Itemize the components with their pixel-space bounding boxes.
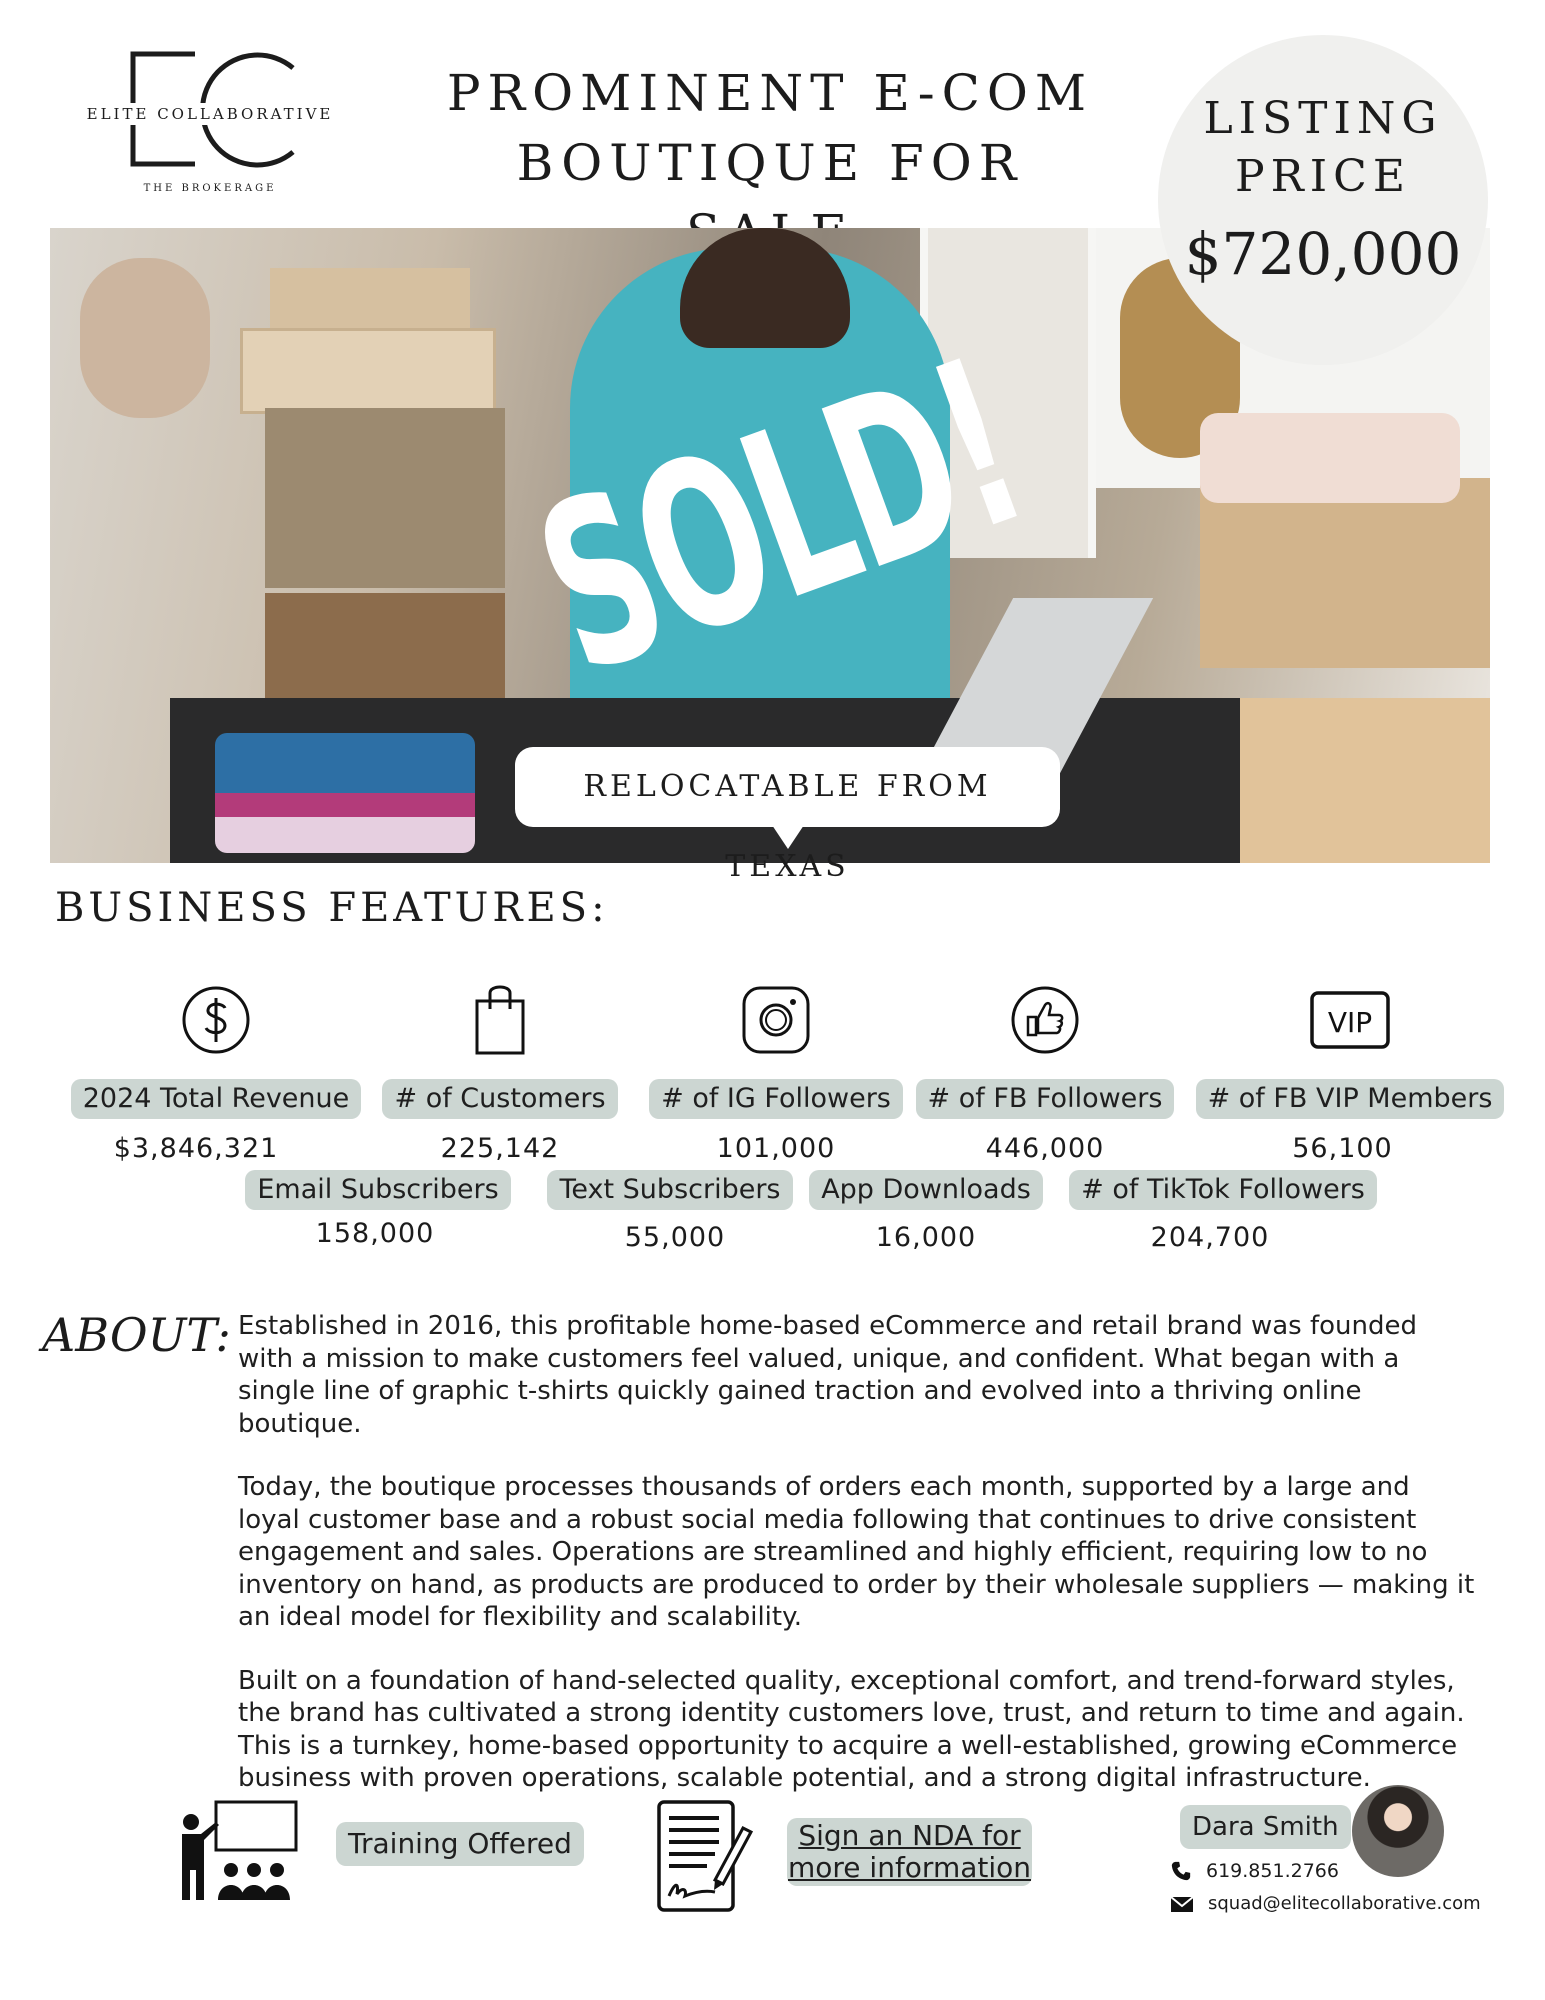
price-label-line-2: PRICE [1235, 151, 1411, 202]
about-label: ABOUT: [42, 1308, 231, 1362]
brand-name: ELITE COLLABORATIVE [86, 105, 334, 123]
business-features-title: BUSINESS FEATURES: [55, 885, 609, 931]
about-paragraph: Today, the boutique processes thousands of orders each month, supported by a large and loyal customer base and a robust social media following that continues to drive consistent engagement and sales. Operations are streamlined and highly efficient, requiring low to no inventory on hand, as products are produced to order by their wholesale suppliers — making it an ideal model for flexibility and scalability. [238, 1472, 1475, 1632]
contact-phone-text: 619.851.2766 [1206, 1860, 1339, 1882]
contact-email[interactable] [1170, 1893, 1481, 1914]
feature-label: 2024 Total Revenue [71, 1079, 362, 1119]
feature-label: Email Subscribers [245, 1170, 510, 1210]
contact-phone[interactable] [1170, 1860, 1339, 1882]
price-label-line-1: LISTING [1203, 93, 1443, 144]
listing-price-badge [1158, 35, 1488, 365]
feature-label: Text Subscribers [547, 1170, 792, 1210]
listing-price-value: $720,000 [1184, 220, 1462, 288]
shopping-bag-icon [463, 983, 537, 1057]
sold-stamp-text: SOLD! [509, 310, 1052, 726]
agent-avatar [1352, 1785, 1444, 1877]
callout-pointer [772, 825, 804, 849]
vip-icon [1308, 983, 1392, 1057]
feature-ig-followers [626, 983, 926, 1164]
feature-email-subscribers [228, 1170, 528, 1249]
feature-value: $3,846,321 [113, 1133, 279, 1164]
feature-value: 16,000 [875, 1222, 977, 1253]
contact-email-text: squad@elitecollaborative.com [1208, 1893, 1481, 1914]
title-line-2: BOUTIQUE FOR [516, 134, 1024, 192]
about-description [238, 1310, 1478, 1826]
contact-name-label: Dara Smith [1180, 1805, 1351, 1849]
brand-tagline: THE BROKERAGE [143, 183, 277, 194]
feature-value: 204,700 [1150, 1222, 1270, 1253]
training-offered-label: Training Offered [336, 1822, 584, 1866]
feature-revenue [66, 983, 366, 1164]
hero-shipping-box [1200, 478, 1490, 668]
feature-fb-vip [1185, 983, 1515, 1164]
hero-folded-sweaters [1200, 413, 1460, 503]
feature-tiktok-followers [1063, 1170, 1383, 1253]
phone-icon [1170, 1860, 1192, 1882]
feature-customers [350, 983, 650, 1164]
feature-fb-followers [895, 983, 1195, 1164]
feature-label: App Downloads [809, 1170, 1043, 1210]
feature-value: 101,000 [716, 1133, 836, 1164]
feature-value: 225,142 [440, 1133, 560, 1164]
training-presentation-icon [176, 1800, 301, 1905]
hero-dried-flowers [80, 258, 210, 418]
feature-text-subscribers [520, 1170, 820, 1253]
hero-folded-shirts [215, 733, 475, 853]
training-offered [336, 1822, 584, 1866]
feature-label: # of FB Followers [916, 1079, 1175, 1119]
contact-name [1180, 1805, 1351, 1849]
title-line-1: PROMINENT E-COM [446, 64, 1094, 122]
thumbs-up-icon [1008, 983, 1082, 1057]
brand-logo [85, 50, 335, 200]
sign-nda-link[interactable]: Sign an NDA for more information [787, 1819, 1032, 1884]
envelope-icon [1170, 1895, 1194, 1913]
dollar-icon [179, 983, 253, 1057]
feature-label: # of IG Followers [649, 1079, 903, 1119]
about-paragraph: Built on a foundation of hand-selected quality, exceptional comfort, and trend-forward styles, the brand has cultivated a strong identity customers love, trust, and return to time and again. This is a turnkey, home-based opportunity to acquire a well-established, growing eCommerce business with proven operations, scalable potential, and a strong digital infrastructure. [238, 1665, 1465, 1793]
feature-label: # of FB VIP Members [1196, 1079, 1505, 1119]
instagram-icon [739, 983, 813, 1057]
listing-price-label [1158, 90, 1488, 206]
feature-value: 55,000 [624, 1222, 726, 1253]
feature-value: 158,000 [315, 1218, 435, 1249]
feature-app-downloads [776, 1170, 1076, 1253]
hero-shipping-box [1240, 698, 1490, 863]
about-paragraph: Established in 2016, this profitable home-based eCommerce and retail brand was founded with a mission to make customers feel valued, unique, and confident. What began with a single line of graphic t-shirts quickly gained traction and evolved into a thriving online boutique. [238, 1311, 1417, 1439]
feature-label: # of Customers [382, 1079, 617, 1119]
feature-label: # of TikTok Followers [1069, 1170, 1377, 1210]
vip-icon-text: VIP [1327, 1006, 1373, 1039]
feature-value: 56,100 [1292, 1133, 1393, 1164]
relocatable-callout: RELOCATABLE FROM TEXAS [515, 747, 1060, 827]
feature-value: 446,000 [985, 1133, 1105, 1164]
document-sign-icon [655, 1798, 755, 1916]
